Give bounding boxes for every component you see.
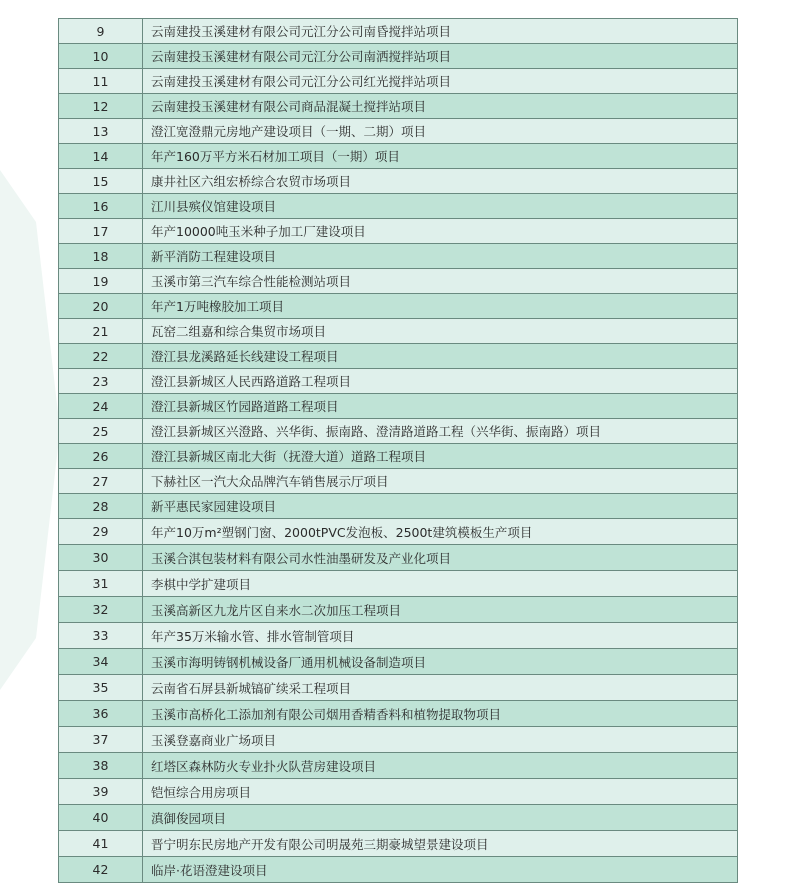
project-name: 云南建投玉溪建材有限公司元江分公司红光搅拌站项目 bbox=[143, 69, 738, 94]
row-number: 38 bbox=[59, 753, 143, 779]
project-name: 年产10万m²塑钢门窗、2000tPVC发泡板、2500t建筑模板生产项目 bbox=[143, 519, 738, 545]
row-number: 41 bbox=[59, 831, 143, 857]
project-name: 玉溪市海明铸钢机械设备厂通用机械设备制造项目 bbox=[143, 649, 738, 675]
project-name: 云南建投玉溪建材有限公司商品混凝土搅拌站项目 bbox=[143, 94, 738, 119]
row-number: 40 bbox=[59, 805, 143, 831]
table-row bbox=[59, 675, 738, 701]
project-name: 云南建投玉溪建材有限公司元江分公司南洒搅拌站项目 bbox=[143, 44, 738, 69]
table-row bbox=[59, 244, 738, 269]
table-row bbox=[59, 545, 738, 571]
row-number: 30 bbox=[59, 545, 143, 571]
row-number: 21 bbox=[59, 319, 143, 344]
table-row bbox=[59, 597, 738, 623]
row-number: 22 bbox=[59, 344, 143, 369]
project-name: 年产35万米输水管、排水管制管项目 bbox=[143, 623, 738, 649]
table-row bbox=[59, 571, 738, 597]
row-number: 32 bbox=[59, 597, 143, 623]
table-row bbox=[59, 369, 738, 394]
project-name: 澄江县龙溪路延长线建设工程项目 bbox=[143, 344, 738, 369]
row-number: 15 bbox=[59, 169, 143, 194]
row-number: 9 bbox=[59, 19, 143, 44]
row-number: 28 bbox=[59, 494, 143, 519]
row-number: 17 bbox=[59, 219, 143, 244]
project-name: 玉溪合淇包装材料有限公司水性油墨研发及产业化项目 bbox=[143, 545, 738, 571]
project-name: 澄江县新城区南北大街（抚澄大道）道路工程项目 bbox=[143, 444, 738, 469]
project-name: 红塔区森林防火专业扑火队营房建设项目 bbox=[143, 753, 738, 779]
row-number: 42 bbox=[59, 857, 143, 883]
table-row bbox=[59, 444, 738, 469]
row-number: 37 bbox=[59, 727, 143, 753]
table-row bbox=[59, 394, 738, 419]
row-number: 33 bbox=[59, 623, 143, 649]
table-row bbox=[59, 419, 738, 444]
table-row bbox=[59, 69, 738, 94]
row-number: 39 bbox=[59, 779, 143, 805]
row-number: 29 bbox=[59, 519, 143, 545]
row-number: 35 bbox=[59, 675, 143, 701]
project-name: 新平消防工程建设项目 bbox=[143, 244, 738, 269]
project-name: 瓦窑二组嘉和综合集贸市场项目 bbox=[143, 319, 738, 344]
project-name: 康井社区六组宏桥综合农贸市场项目 bbox=[143, 169, 738, 194]
row-number: 36 bbox=[59, 701, 143, 727]
project-name: 年产1万吨橡胶加工项目 bbox=[143, 294, 738, 319]
table-row bbox=[59, 169, 738, 194]
project-name: 云南省石屏县新城镐矿续采工程项目 bbox=[143, 675, 738, 701]
project-name: 澄江宽澄鼎元房地产建设项目（一期、二期）项目 bbox=[143, 119, 738, 144]
project-name: 澄江县新城区竹园路道路工程项目 bbox=[143, 394, 738, 419]
table-row bbox=[59, 269, 738, 294]
table-row bbox=[59, 494, 738, 519]
table-row bbox=[59, 519, 738, 545]
table-row bbox=[59, 194, 738, 219]
table-row bbox=[59, 831, 738, 857]
project-name: 年产160万平方米石材加工项目（一期）项目 bbox=[143, 144, 738, 169]
table-row bbox=[59, 294, 738, 319]
project-name: 新平惠民家园建设项目 bbox=[143, 494, 738, 519]
project-name: 李棋中学扩建项目 bbox=[143, 571, 738, 597]
table-row bbox=[59, 119, 738, 144]
project-name: 下赫社区一汽大众品牌汽车销售展示厅项目 bbox=[143, 469, 738, 494]
project-table bbox=[58, 18, 738, 883]
project-name: 玉溪市第三汽车综合性能检测站项目 bbox=[143, 269, 738, 294]
project-name: 滇御俊园项目 bbox=[143, 805, 738, 831]
project-name: 铠恒综合用房项目 bbox=[143, 779, 738, 805]
project-name: 江川县殡仪馆建设项目 bbox=[143, 194, 738, 219]
project-name: 玉溪高新区九龙片区自来水二次加压工程项目 bbox=[143, 597, 738, 623]
table-row bbox=[59, 753, 738, 779]
table-row bbox=[59, 319, 738, 344]
table-row bbox=[59, 701, 738, 727]
project-name: 云南建投玉溪建材有限公司元江分公司南昏搅拌站项目 bbox=[143, 19, 738, 44]
project-name: 晋宁明东民房地产开发有限公司明晟苑三期豪城望景建设项目 bbox=[143, 831, 738, 857]
row-number: 24 bbox=[59, 394, 143, 419]
project-name: 玉溪市高桥化工添加剂有限公司烟用香精香料和植物提取物项目 bbox=[143, 701, 738, 727]
row-number: 31 bbox=[59, 571, 143, 597]
row-number: 14 bbox=[59, 144, 143, 169]
row-number: 18 bbox=[59, 244, 143, 269]
row-number: 16 bbox=[59, 194, 143, 219]
row-number: 25 bbox=[59, 419, 143, 444]
row-number: 11 bbox=[59, 69, 143, 94]
project-name: 澄江县新城区兴澄路、兴华街、振南路、澄清路道路工程（兴华街、振南路）项目 bbox=[143, 419, 738, 444]
table-row bbox=[59, 623, 738, 649]
project-name: 玉溪登嘉商业广场项目 bbox=[143, 727, 738, 753]
table-row bbox=[59, 805, 738, 831]
table-row bbox=[59, 779, 738, 805]
table-row bbox=[59, 344, 738, 369]
table-row bbox=[59, 219, 738, 244]
row-number: 26 bbox=[59, 444, 143, 469]
row-number: 27 bbox=[59, 469, 143, 494]
table-row bbox=[59, 649, 738, 675]
table-row bbox=[59, 44, 738, 69]
row-number: 10 bbox=[59, 44, 143, 69]
decorative-shape bbox=[0, 170, 60, 690]
row-number: 23 bbox=[59, 369, 143, 394]
table-row bbox=[59, 94, 738, 119]
row-number: 13 bbox=[59, 119, 143, 144]
table-row bbox=[59, 727, 738, 753]
table-row bbox=[59, 144, 738, 169]
table-row bbox=[59, 19, 738, 44]
table-row bbox=[59, 857, 738, 883]
project-name: 年产10000吨玉米种子加工厂建设项目 bbox=[143, 219, 738, 244]
row-number: 20 bbox=[59, 294, 143, 319]
row-number: 34 bbox=[59, 649, 143, 675]
project-name: 澄江县新城区人民西路道路工程项目 bbox=[143, 369, 738, 394]
project-name: 临岸·花语澄建设项目 bbox=[143, 857, 738, 883]
table-row bbox=[59, 469, 738, 494]
row-number: 19 bbox=[59, 269, 143, 294]
row-number: 12 bbox=[59, 94, 143, 119]
